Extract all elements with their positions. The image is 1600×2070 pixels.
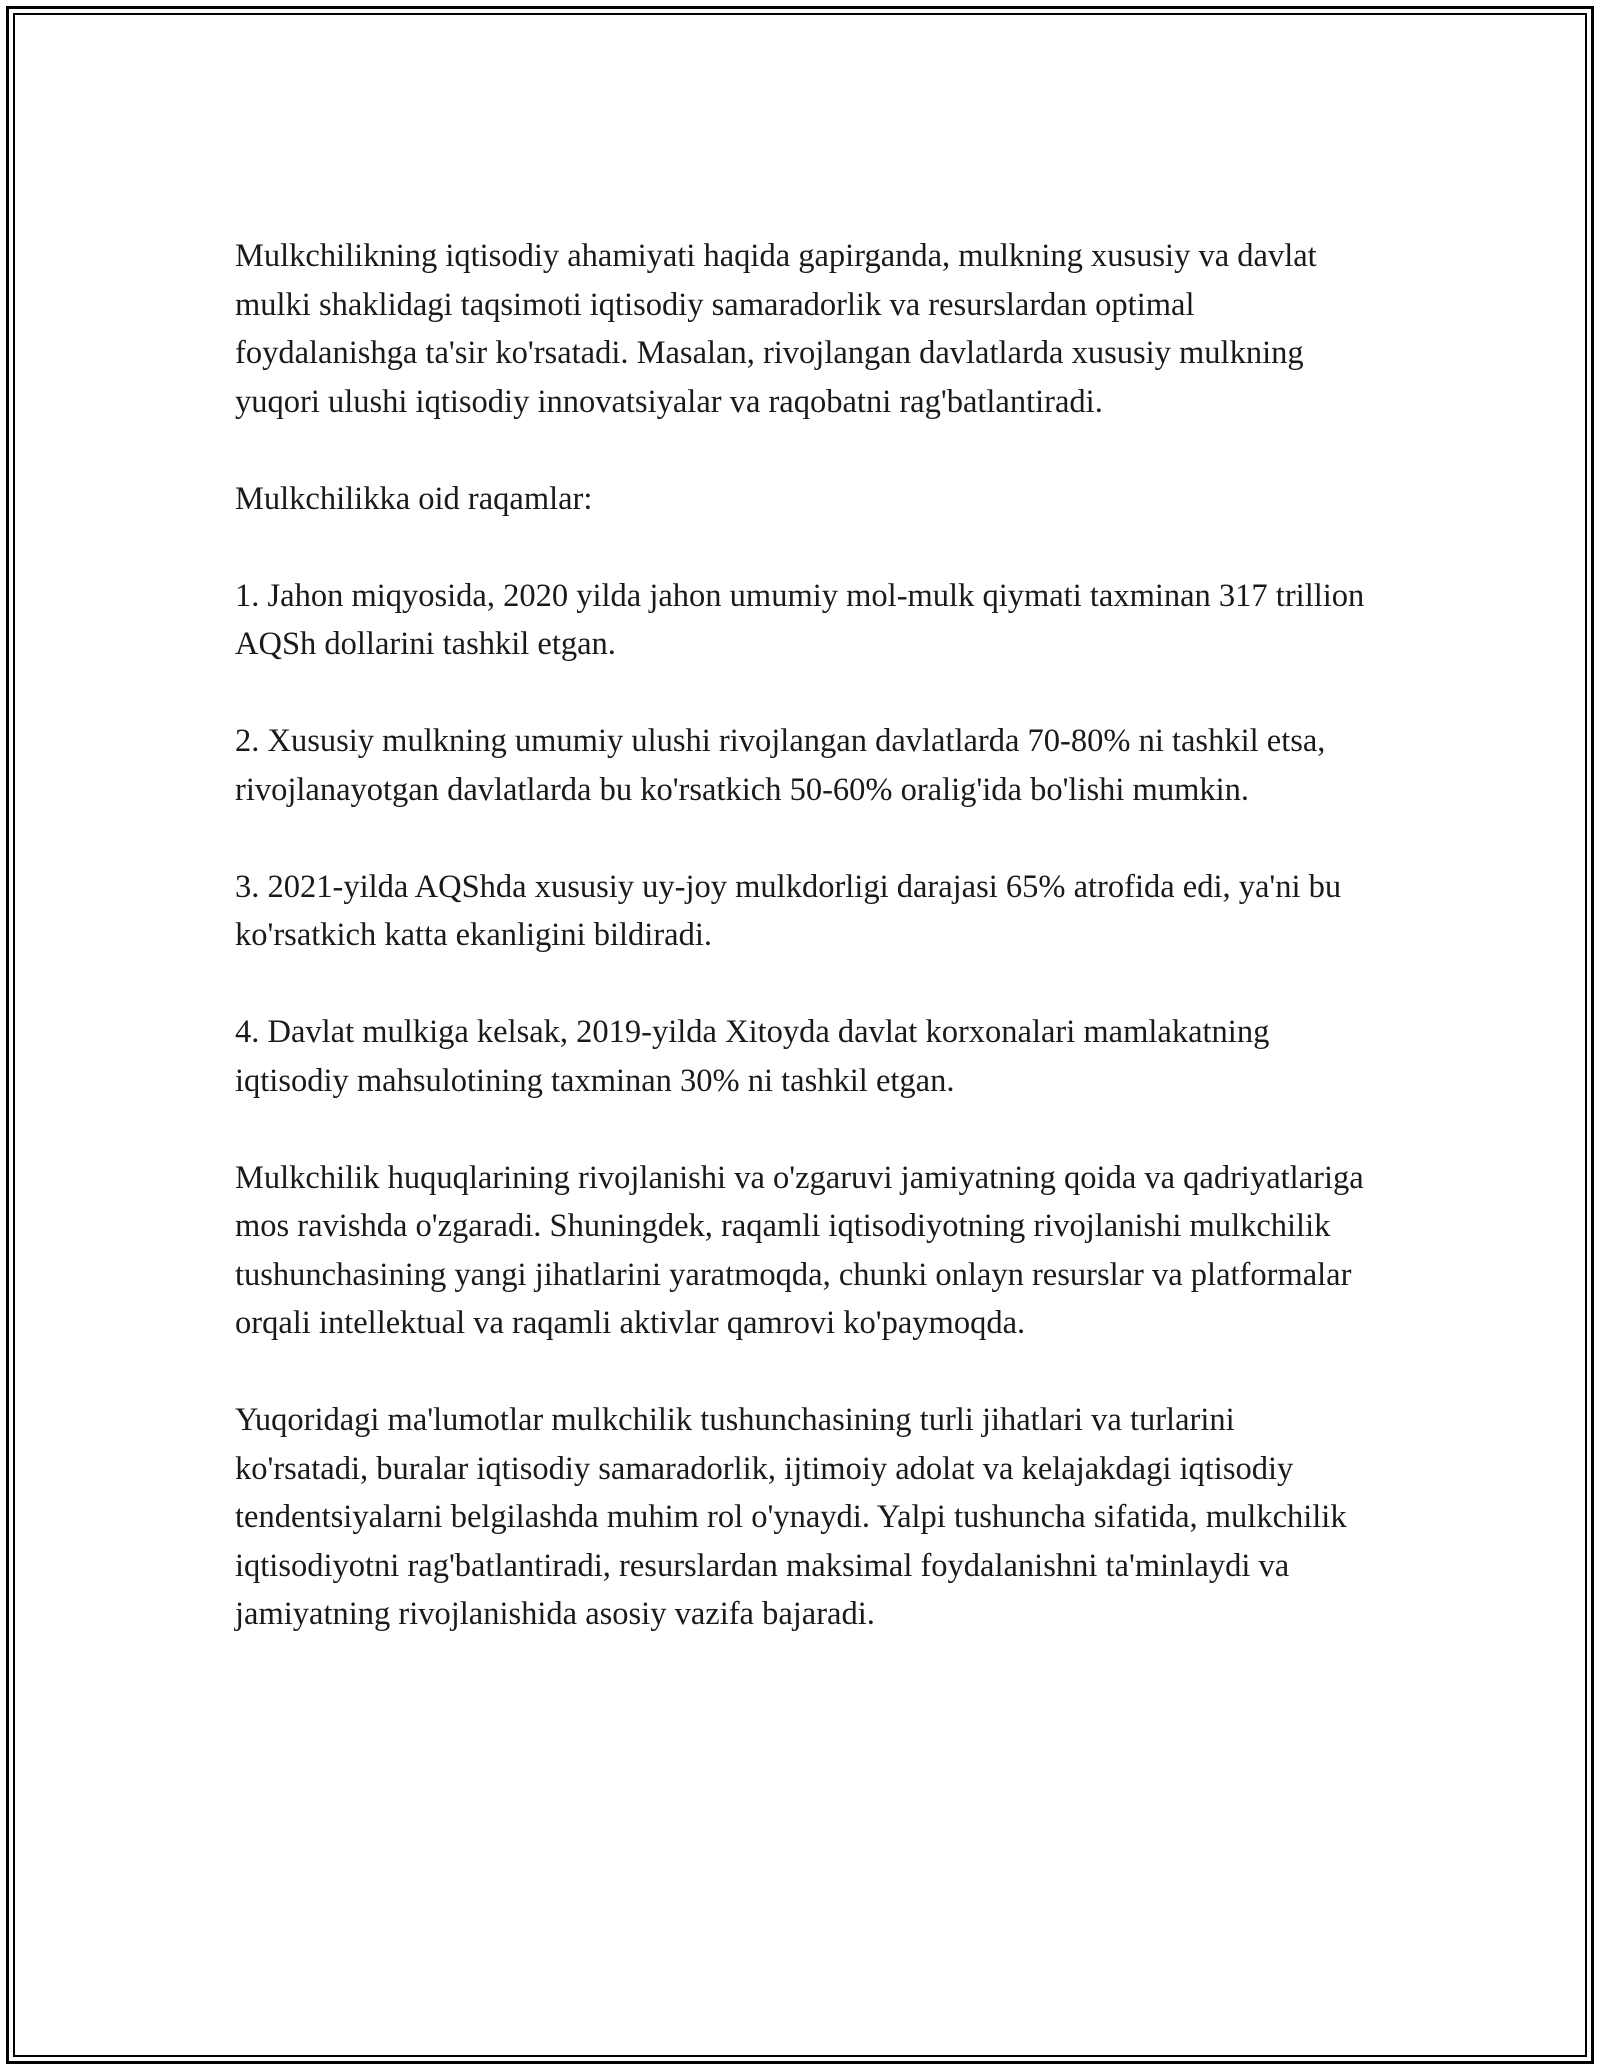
intro-paragraph: Mulkchilikning iqtisodiy ahamiyati haqida gapirganda, mulkning xususiy va davlat mulki shaklidagi taqsimoti iqtisodiy samaradorlik va resurslardan optimal foydalanishga ta'sir ko'rsatadi. Masalan, rivojlangan davlatlarda xususiy mulkning yuqori ulushi iqtisodiy innovatsiyalar va raqobatni rag'batlantiradi. xyxy=(235,238,1317,420)
figures-heading: Mulkchilikka oid raqamlar: xyxy=(235,480,593,517)
list-item-1: 1. Jahon miqyosida, 2020 yilda jahon umumiy mol-mulk qiymati taxminan 317 trillion AQSh dollarini tashkil etgan. xyxy=(235,577,1365,662)
list-item-4: 4. Davlat mulkiga kelsak, 2019-yilda Xitoyda davlat korxonalari mamlakatning iqtisodiy mahsulotining taxminan 30% ni tashkil etgan. xyxy=(235,1014,1270,1099)
list-item-3: 3. 2021-yilda AQShda xususiy uy-joy mulkdorligi darajasi 65% atrofida edi, ya'ni bu ko'rsatkich katta ekanligini bildiradi. xyxy=(235,868,1342,953)
property-rights-paragraph: Mulkchilik huquqlarining rivojlanishi va o'zgaruvi jamiyatning qoida va qadriyatlariga mos ravishda o'zgaradi. Shuningdek, raqamli iqtisodiyotning rivojlanishi mulkchilik tushunchasining yangi jihatlarini yaratmoqda, chunki onlayn resurslar va platformalar orqali intellektual va raqamli aktivlar qamrovi ko'paymoqda. xyxy=(235,1159,1364,1341)
document-body xyxy=(235,232,1375,1639)
list-item-2: 2. Xususiy mulkning umumiy ulushi rivojlangan davlatlarda 70-80% ni tashkil etsa, rivojlanayotgan davlatlarda bu ko'rsatkich 50-60% oralig'ida bo'lishi mumkin. xyxy=(235,723,1326,808)
conclusion-paragraph: Yuqoridagi ma'lumotlar mulkchilik tushunchasining turli jihatlari va turlarini ko'rsatadi, buralar iqtisodiy samaradorlik, ijtimoiy adolat va kelajakdagi iqtisodiy tendentsiyalarni belgilashda muhim rol o'ynaydi. Yalpi tushuncha sifatida, mulkchilik iqtisodiyotni rag'batlantiradi, resurslardan maksimal foydalanishni ta'minlaydi va jamiyatning rivojlanishida asosiy vazifa bajaradi. xyxy=(235,1402,1347,1632)
